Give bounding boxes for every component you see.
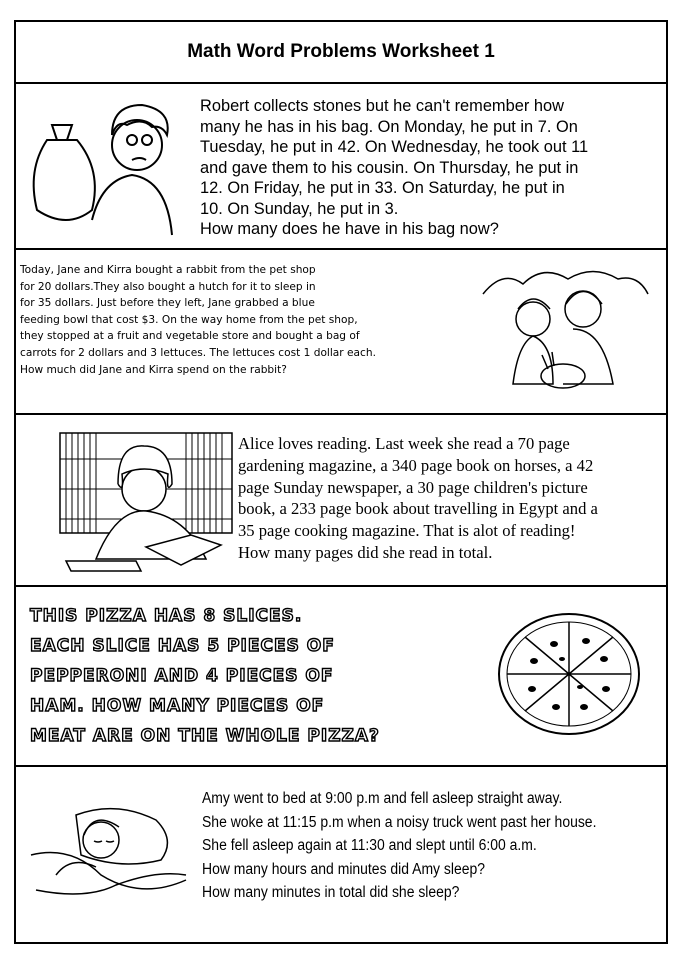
problem-3 bbox=[16, 415, 666, 587]
pizza-illustration bbox=[494, 609, 644, 739]
question-line: How many minutes in total did she sleep? bbox=[202, 884, 460, 902]
problem-3-text bbox=[238, 433, 598, 564]
girl-reading-illustration bbox=[56, 429, 236, 577]
text-line: many he has in his bag. On Monday, he put in 7. On bbox=[200, 117, 578, 136]
text-line: Amy went to bed at 9:00 p.m and fell asleep straight away. bbox=[202, 790, 563, 807]
problem-4 bbox=[16, 587, 666, 767]
text-line: THIS PIZZA HAS 8 SLICES. bbox=[30, 606, 303, 626]
problem-1 bbox=[16, 84, 666, 250]
question-line: How many hours and minutes did Amy sleep? bbox=[202, 860, 486, 878]
question-line: How much did Jane and Kirra spend on the rabbit? bbox=[20, 363, 287, 376]
text-line: Alice loves reading. Last week she read a 70 page bbox=[238, 434, 570, 453]
text-line: Today, Jane and Kirra bought a rabbit from the pet shop bbox=[20, 264, 316, 276]
problem-1-text bbox=[200, 96, 588, 240]
text-line: and gave them to his cousin. On Thursday, he put in bbox=[200, 158, 579, 177]
text-line: PEPPERONI AND 4 PIECES OF bbox=[30, 666, 334, 686]
problem-5-text bbox=[202, 787, 596, 905]
text-line: Robert collects stones but he can't remember how bbox=[200, 97, 564, 115]
question-line: MEAT ARE ON THE WHOLE PIZZA? bbox=[30, 726, 380, 746]
sleeping-girl-illustration bbox=[26, 795, 191, 915]
text-line: 10. On Sunday, he put in 3. bbox=[200, 199, 399, 218]
text-line: EACH SLICE HAS 5 PIECES OF bbox=[30, 636, 335, 656]
text-line: carrots for 2 dollars and 3 lettuces. The lettuces cost 1 dollar each. bbox=[20, 346, 376, 359]
question-line: How many pages did she read in total. bbox=[238, 542, 493, 562]
text-line: feeding bowl that cost $3. On the way home from the pet shop, bbox=[20, 313, 358, 326]
question-line: How many does he have in his bag now? bbox=[200, 220, 499, 238]
problem-2 bbox=[16, 250, 666, 415]
text-line: gardening magazine, a 340 page book on horses, a 42 bbox=[238, 455, 594, 475]
boy-with-bag-illustration bbox=[22, 100, 182, 240]
text-line: Tuesday, he put in 42. On Wednesday, he took out 11 bbox=[200, 138, 589, 156]
text-line: for 35 dollars. Just before they left, Jane grabbed a blue bbox=[20, 297, 315, 310]
text-line: book, a 233 page book about travelling in Egypt and a bbox=[238, 499, 598, 519]
text-line: page Sunday newspaper, a 30 page children's picture bbox=[238, 477, 588, 497]
worksheet-title: Math Word Problems Worksheet 1 bbox=[16, 22, 666, 84]
worksheet bbox=[14, 20, 668, 944]
problem-4-text bbox=[30, 601, 380, 751]
girls-with-rabbit-illustration bbox=[478, 264, 653, 404]
text-line: 35 page cooking magazine. That is alot of reading! bbox=[238, 521, 576, 541]
text-line: She fell asleep again at 11:30 and slept until 6:00 a.m. bbox=[202, 837, 537, 855]
text-line: She woke at 11:15 p.m when a noisy truck went past her house. bbox=[202, 813, 597, 831]
text-line: 12. On Friday, he put in 33. On Saturday, he put in bbox=[200, 179, 565, 197]
text-line: HAM. HOW MANY PIECES OF bbox=[30, 696, 325, 716]
problem-5 bbox=[16, 767, 666, 944]
text-line: they stopped at a fruit and vegetable store and bought a bag of bbox=[20, 330, 360, 343]
text-line: for 20 dollars.They also bought a hutch for it to sleep in bbox=[20, 280, 316, 293]
problem-2-text bbox=[20, 262, 376, 378]
